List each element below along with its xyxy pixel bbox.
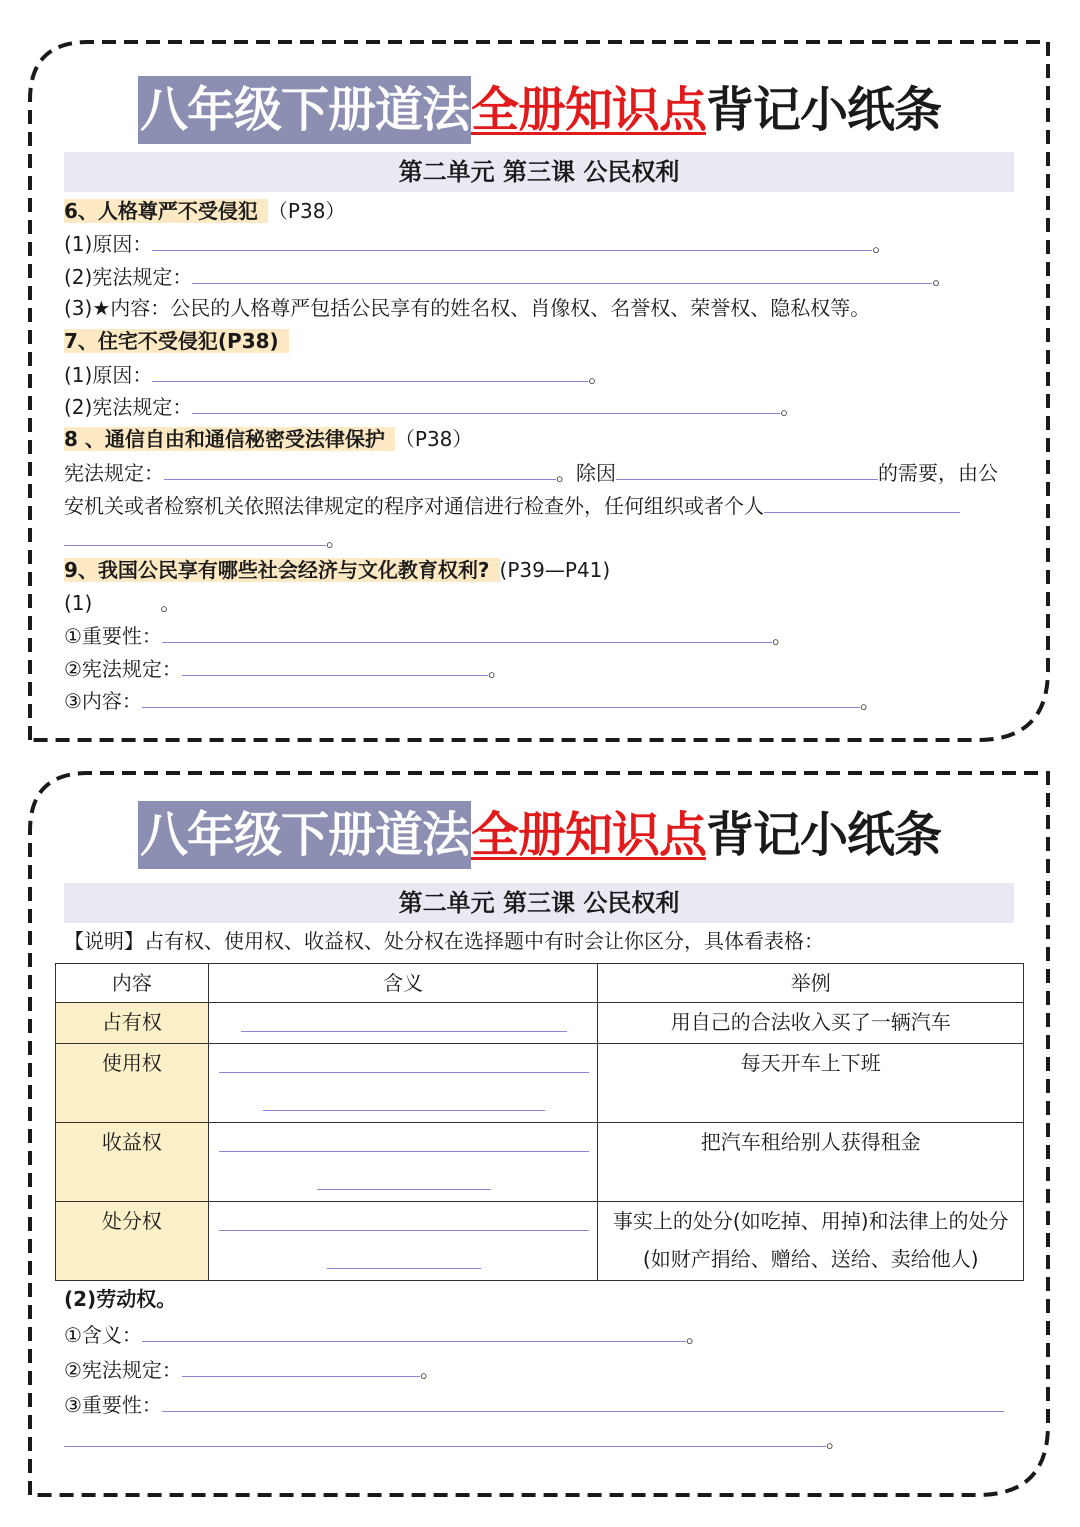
meaning-cell: [208, 1003, 598, 1044]
right-name: 使用权: [56, 1044, 209, 1123]
labor-law: ②宪法规定： 。: [64, 1354, 440, 1385]
table-note: 【说明】占有权、使用权、收益权、处分权在选择题中有时会让你区分，具体看表格：: [64, 929, 824, 953]
title-highlight: 全册知识点: [471, 807, 707, 863]
fill-blank[interactable]: [64, 1424, 826, 1447]
example-cell: 每天开车上下班: [598, 1044, 1024, 1123]
labor-importance-cont: 。: [64, 1424, 846, 1455]
meaning-cell: [208, 1202, 598, 1281]
example-cell: 事实上的处分(如吃掉、用掉)和法律上的处分(如财产捐给、赠给、送给、卖给他人): [598, 1202, 1024, 1281]
section-6-heading: 6、人格尊严不受侵犯 （P38）: [64, 199, 346, 223]
fill-blank[interactable]: [142, 1319, 686, 1342]
unit-header: 第二单元 第三课 公民权利: [64, 152, 1014, 192]
unit-header: 第二单元 第三课 公民权利: [64, 883, 1014, 923]
fill-blank[interactable]: [219, 1048, 589, 1073]
section-9-law: ②宪法规定： 。: [64, 653, 508, 684]
fill-blank[interactable]: [192, 391, 780, 414]
fill-blank[interactable]: [152, 228, 872, 251]
table-row: [56, 1123, 1024, 1202]
section-7-heading: 7、住宅不受侵犯(P38): [64, 326, 289, 356]
title-suffix: 背记小纸条: [706, 807, 942, 863]
section-8-law: 宪法规定： 。除因 的需要，由公: [64, 457, 998, 488]
section-8-law-end: 。: [64, 523, 346, 554]
fill-blank[interactable]: [152, 359, 588, 382]
section-9-item-1: (1) 。: [64, 588, 180, 618]
fill-blank[interactable]: [263, 1086, 545, 1111]
fill-blank[interactable]: [162, 620, 772, 643]
example-cell: 把汽车租给别人获得租金: [598, 1123, 1024, 1202]
title-suffix: 背记小纸条: [706, 82, 942, 138]
title-highlight: 全册知识点: [471, 82, 707, 138]
section-6-reason: (1)原因： 。: [64, 228, 892, 259]
fill-blank[interactable]: [142, 685, 860, 708]
fill-blank[interactable]: [162, 1389, 1004, 1412]
section-6-law: (2)宪法规定： 。: [64, 261, 952, 292]
column-header: 内容: [56, 964, 209, 1003]
fill-blank[interactable]: [182, 653, 488, 676]
section-9-heading: 9、我国公民享有哪些社会经济与文化教育权利? (P39—P41): [64, 558, 611, 582]
page-title: [138, 76, 941, 144]
labor-importance: ③重要性：: [64, 1389, 1004, 1420]
note-card-1: [28, 40, 1050, 742]
column-header: 举例: [598, 964, 1024, 1003]
section-7-reason: (1)原因： 。: [64, 359, 608, 390]
table-row: [56, 1202, 1024, 1281]
note-card-2: [28, 771, 1050, 1497]
fill-blank[interactable]: [64, 523, 326, 546]
fill-blank[interactable]: [327, 1244, 481, 1269]
meaning-cell: [208, 1123, 598, 1202]
fill-blank[interactable]: [764, 490, 960, 513]
fill-blank[interactable]: [92, 588, 160, 610]
section-6-content: (3)★内容：公民的人格尊严包括公民享有的姓名权、肖像权、名誉权、荣誉权、隐私权等。: [64, 296, 871, 320]
section-8-law-cont: 安机关或者检察机关依照法律规定的程序对通信进行检查外，任何组织或者个人: [64, 490, 960, 521]
column-header: 含义: [208, 964, 598, 1003]
fill-blank[interactable]: [219, 1127, 589, 1152]
section-7-law: (2)宪法规定： 。: [64, 391, 800, 422]
table-row: [56, 1003, 1024, 1044]
fill-blank[interactable]: [192, 261, 932, 284]
fill-blank[interactable]: [616, 457, 878, 480]
section-9-importance: ①重要性： 。: [64, 620, 792, 651]
fill-blank[interactable]: [241, 1007, 567, 1032]
fill-blank[interactable]: [317, 1165, 491, 1190]
labor-meaning: ①含义： 。: [64, 1319, 706, 1350]
title-grade: 八年级下册道法: [138, 76, 471, 144]
right-name: 处分权: [56, 1202, 209, 1281]
section-8-heading: 8 、通信自由和通信秘密受法律保护 （P38）: [64, 427, 473, 451]
right-name: 收益权: [56, 1123, 209, 1202]
meaning-cell: [208, 1044, 598, 1123]
table-row: [56, 1044, 1024, 1123]
title-grade: 八年级下册道法: [138, 801, 471, 869]
rights-table: [55, 963, 1024, 1281]
fill-blank[interactable]: [219, 1206, 589, 1231]
page-title: [138, 801, 941, 869]
table-header-row: [56, 964, 1024, 1003]
right-name: 占有权: [56, 1003, 209, 1044]
fill-blank[interactable]: [182, 1354, 420, 1377]
section-9-content: ③内容： 。: [64, 685, 880, 716]
example-cell: 用自己的合法收入买了一辆汽车: [598, 1003, 1024, 1044]
fill-blank[interactable]: [164, 457, 556, 480]
labor-heading: (2)劳动权。: [64, 1287, 177, 1311]
